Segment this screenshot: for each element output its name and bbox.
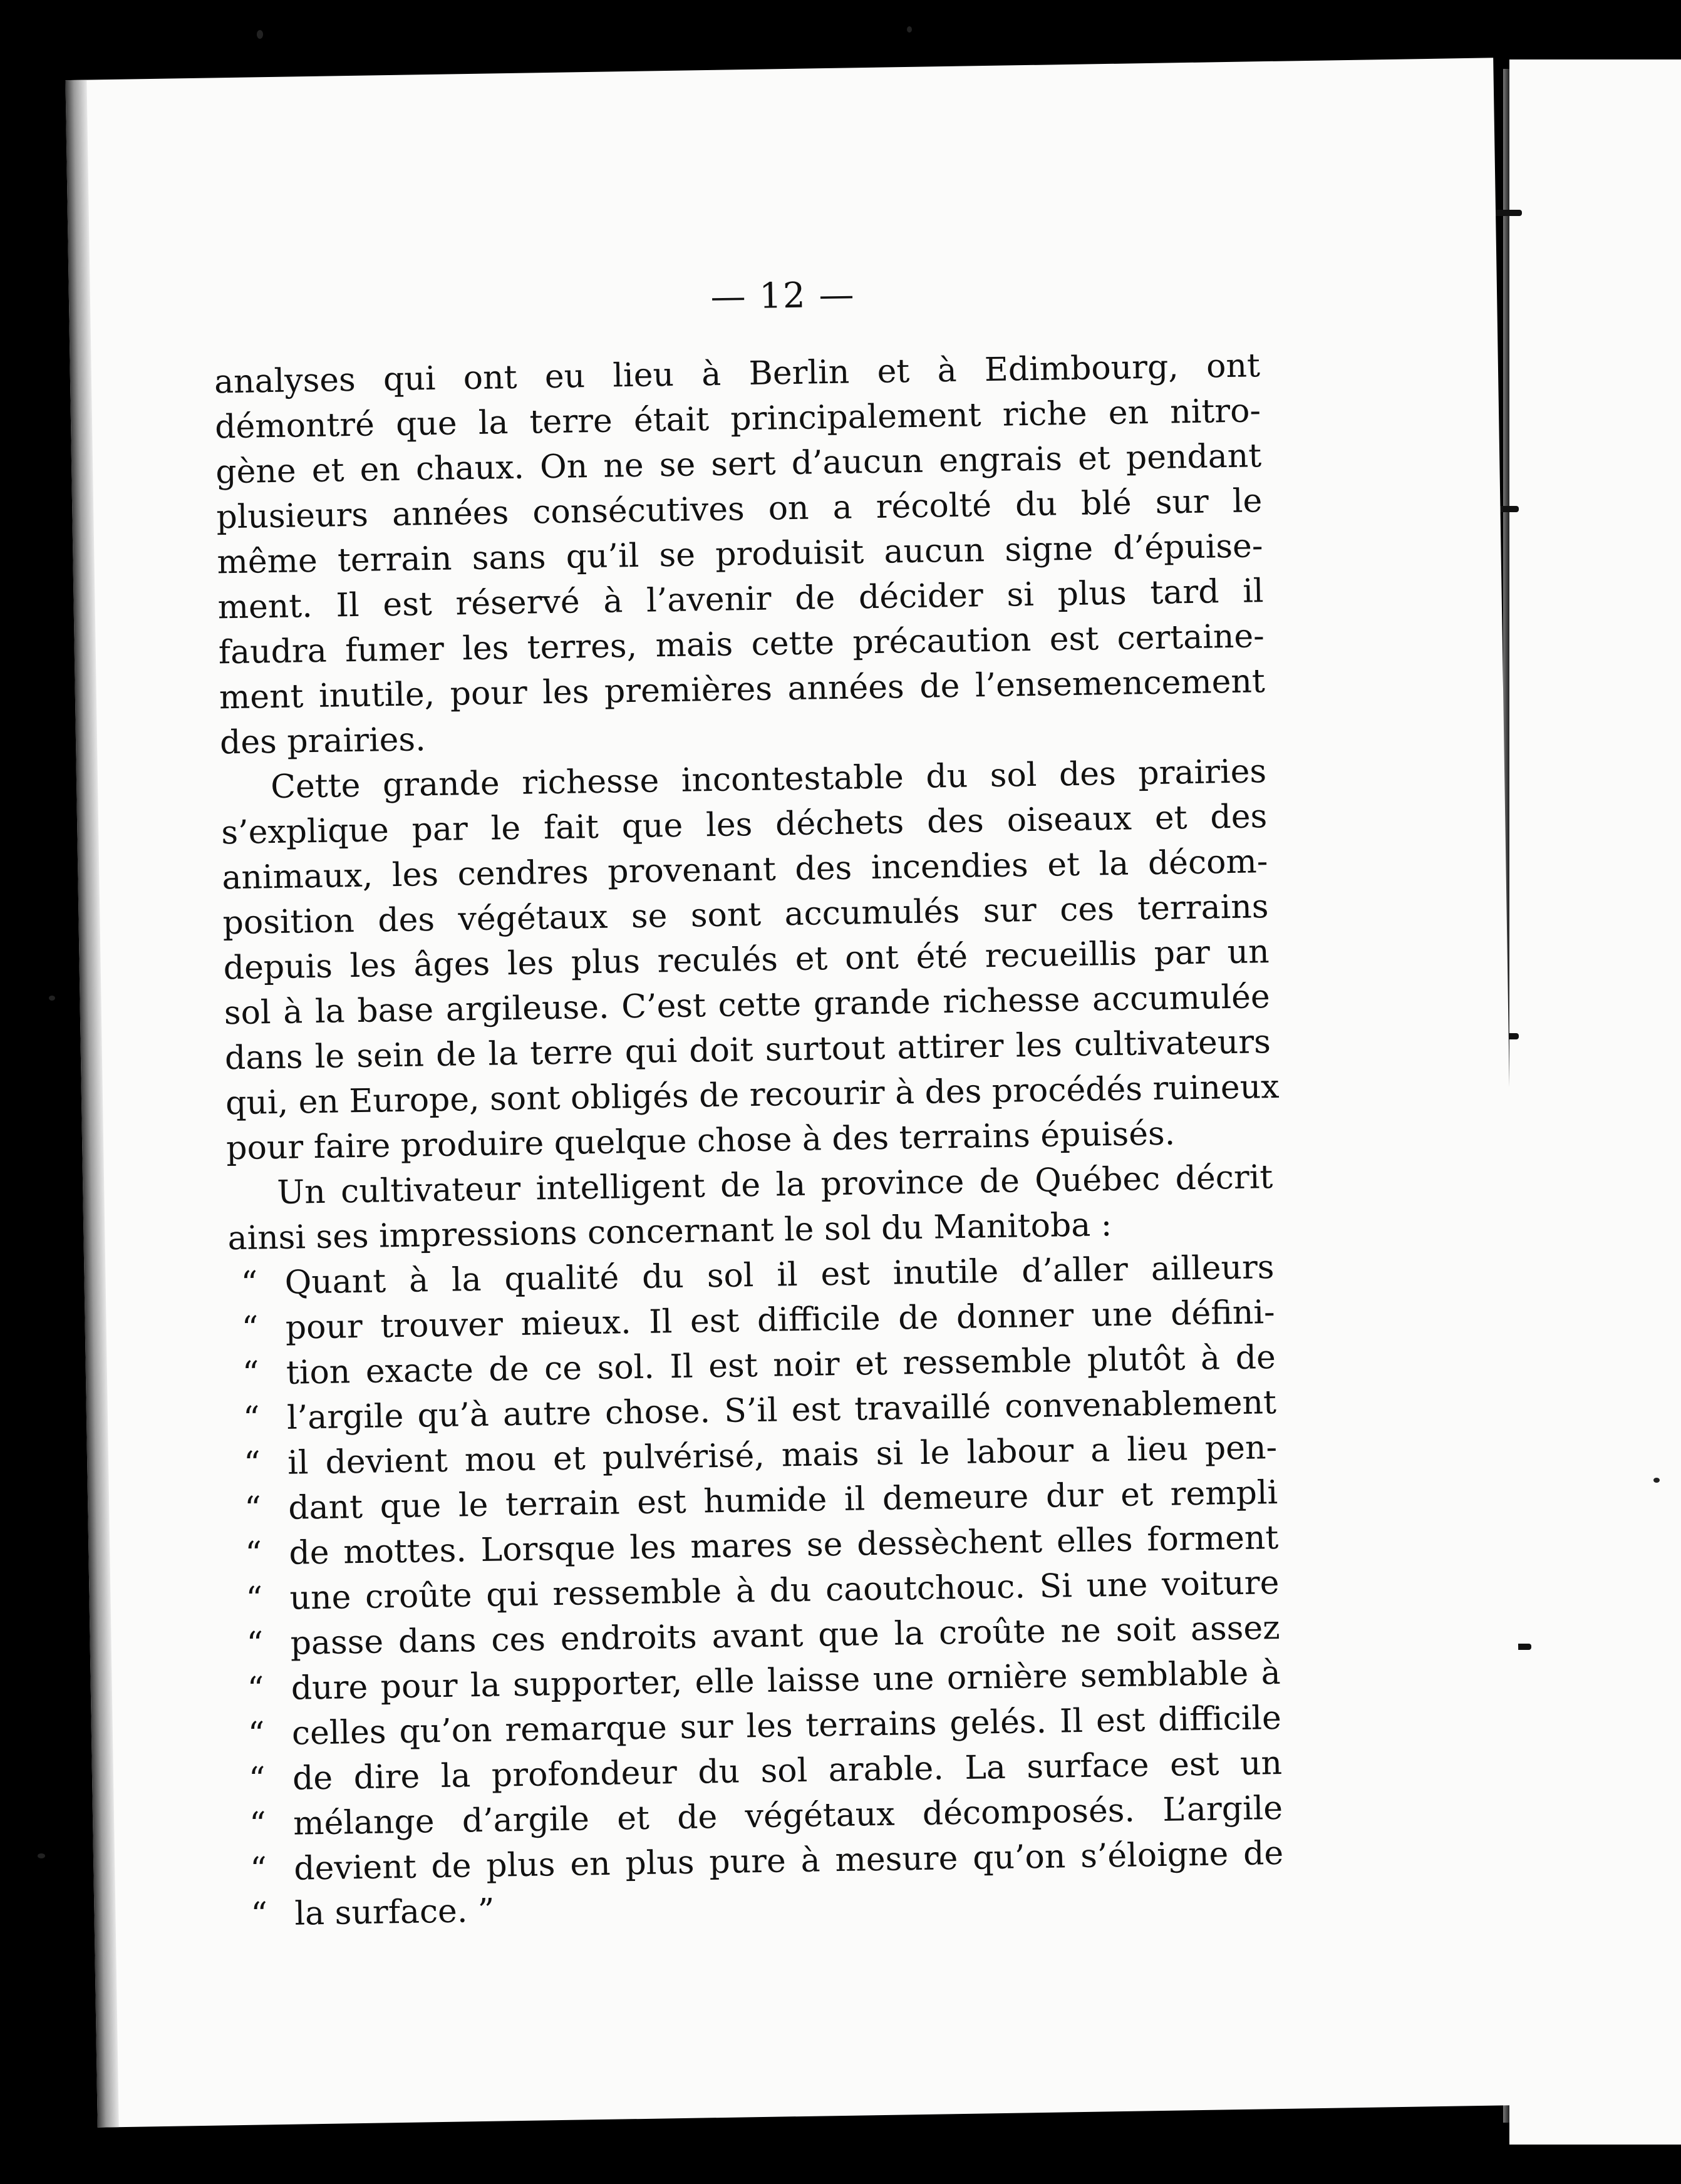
text-line: sol à la base argileuse. C’est cette grande richesse accumulée xyxy=(224,978,1271,1033)
quote-mark: “ xyxy=(242,1399,261,1438)
quote-text: tion exacte de ce sol. Il est noir et ressemble plutôt à de xyxy=(286,1339,1276,1392)
quote-text: de dire la profondeur du sol arable. La surface est un xyxy=(292,1744,1283,1798)
quote-text: la surface. ” xyxy=(294,1892,495,1933)
quote-mark: “ xyxy=(251,1895,268,1934)
text-line: qui, en Europe, sont obligés de recourir à des procédés ruineux xyxy=(225,1068,1280,1123)
text-line: faudra fumer les terres, mais cette précaution est certaine- xyxy=(218,617,1265,672)
page-number: — 12 — xyxy=(710,274,856,317)
text-line: plusieurs années consécutives on a récolté du blé sur le xyxy=(215,482,1263,537)
text-line: Cette grande richesse incontestable du sol des prairies xyxy=(270,753,1267,806)
quote-mark: “ xyxy=(242,1354,260,1393)
text-line: même terrain sans qu’il se produisit aucun signe d’épuise- xyxy=(217,527,1263,582)
quote-mark: “ xyxy=(247,1715,266,1753)
quote-text: celles qu’on remarque sur les terrains gelés. Il est difficile xyxy=(291,1699,1282,1753)
quote-text: dant que le terrain est humide il demeure dur et rempli xyxy=(287,1473,1278,1527)
scan-speck xyxy=(907,26,912,33)
quote-mark: “ xyxy=(249,1805,267,1843)
quote-mark: “ xyxy=(248,1760,266,1798)
quote-text: devient de plus en plus pure à mesure qu’on s’éloigne de xyxy=(293,1834,1284,1888)
quote-text: l’argile qu’à autre chose. S’il est travaillé convenablement xyxy=(286,1384,1277,1437)
paragraph-1 xyxy=(214,343,1266,765)
paragraph-2 xyxy=(220,749,1280,1171)
text-line: des prairies. xyxy=(219,721,427,762)
scan-speck xyxy=(257,30,263,39)
facing-page-edge xyxy=(1509,59,1681,2145)
scan-speck xyxy=(49,996,55,1001)
quote-text: mélange d’argile et de végétaux décomposés. L’argile xyxy=(292,1789,1283,1843)
text-line: depuis les âges les plus reculés et ont été recueillis par un xyxy=(223,933,1270,987)
quote-text: dure pour la supporter, elle laisse une ornière semblable à xyxy=(291,1654,1281,1708)
quote-mark: “ xyxy=(243,1445,261,1483)
text-line: animaux, les cendres provenant des incendies et la décom- xyxy=(222,843,1268,897)
text-line: analyses qui ont eu lieu à Berlin et à Edimbourg, ont xyxy=(214,347,1261,401)
text-line: pour faire produire quelque chose à des terrains épuisés. xyxy=(225,1115,1176,1168)
text-line: dans le sein de la terre qui doit surtout attirer les cultivateurs xyxy=(224,1023,1271,1078)
quote-mark: “ xyxy=(249,1850,267,1888)
quote-mark: “ xyxy=(246,1580,263,1618)
quote-text: passe dans ces endroits avant que la croûte ne soit assez xyxy=(290,1609,1280,1662)
text-line: ment inutile, pour les premières années de l’ensemencement xyxy=(219,662,1266,717)
quote-text: de mottes. Lorsque les mares se dessèchent elles forment xyxy=(288,1518,1279,1572)
quote-text: une croûte qui ressemble à du caoutchouc. Si une voiture xyxy=(289,1563,1280,1617)
text-line: s’explique par le fait que les déchets des oiseaux et des xyxy=(220,798,1268,852)
quote-mark: “ xyxy=(247,1670,264,1708)
quote-mark: “ xyxy=(241,1264,258,1302)
quote-text: il devient mou et pulvérisé, mais si le labour a lieu pen- xyxy=(287,1428,1278,1482)
text-line: gène et en chaux. On ne se sert d’aucun engrais et pendant xyxy=(215,437,1262,492)
scan-speck xyxy=(1653,1478,1660,1483)
quote-mark: “ xyxy=(244,1535,262,1573)
quote-text: Quant à la qualité du sol il est inutile d’aller ailleurs xyxy=(284,1249,1275,1302)
text-line: démontré que la terre était principalement riche en nitro- xyxy=(214,392,1261,446)
scan-speck xyxy=(38,1853,45,1858)
quote-text: pour trouver mieux. Il est difficile de donner une défini- xyxy=(285,1294,1276,1347)
body-text xyxy=(214,343,1284,1937)
text-line: position des végétaux se sont accumulés sur ces terrains xyxy=(222,888,1269,942)
paragraph-3 xyxy=(227,1155,1274,1261)
page-left-edge xyxy=(65,80,118,2128)
text-line: Un cultivateur intelligent de la province de Québec décrit xyxy=(276,1158,1273,1212)
text-line: ment. Il est réservé à l’avenir de décider si plus tard il xyxy=(217,572,1264,627)
text-line: ainsi ses impressions concernant le sol du Manitoba : xyxy=(227,1206,1112,1258)
quote-mark: “ xyxy=(244,1490,262,1528)
book-page xyxy=(65,58,1525,2127)
quote-mark: “ xyxy=(246,1625,264,1663)
block-quote xyxy=(228,1245,1285,1937)
quote-mark: “ xyxy=(241,1309,259,1347)
